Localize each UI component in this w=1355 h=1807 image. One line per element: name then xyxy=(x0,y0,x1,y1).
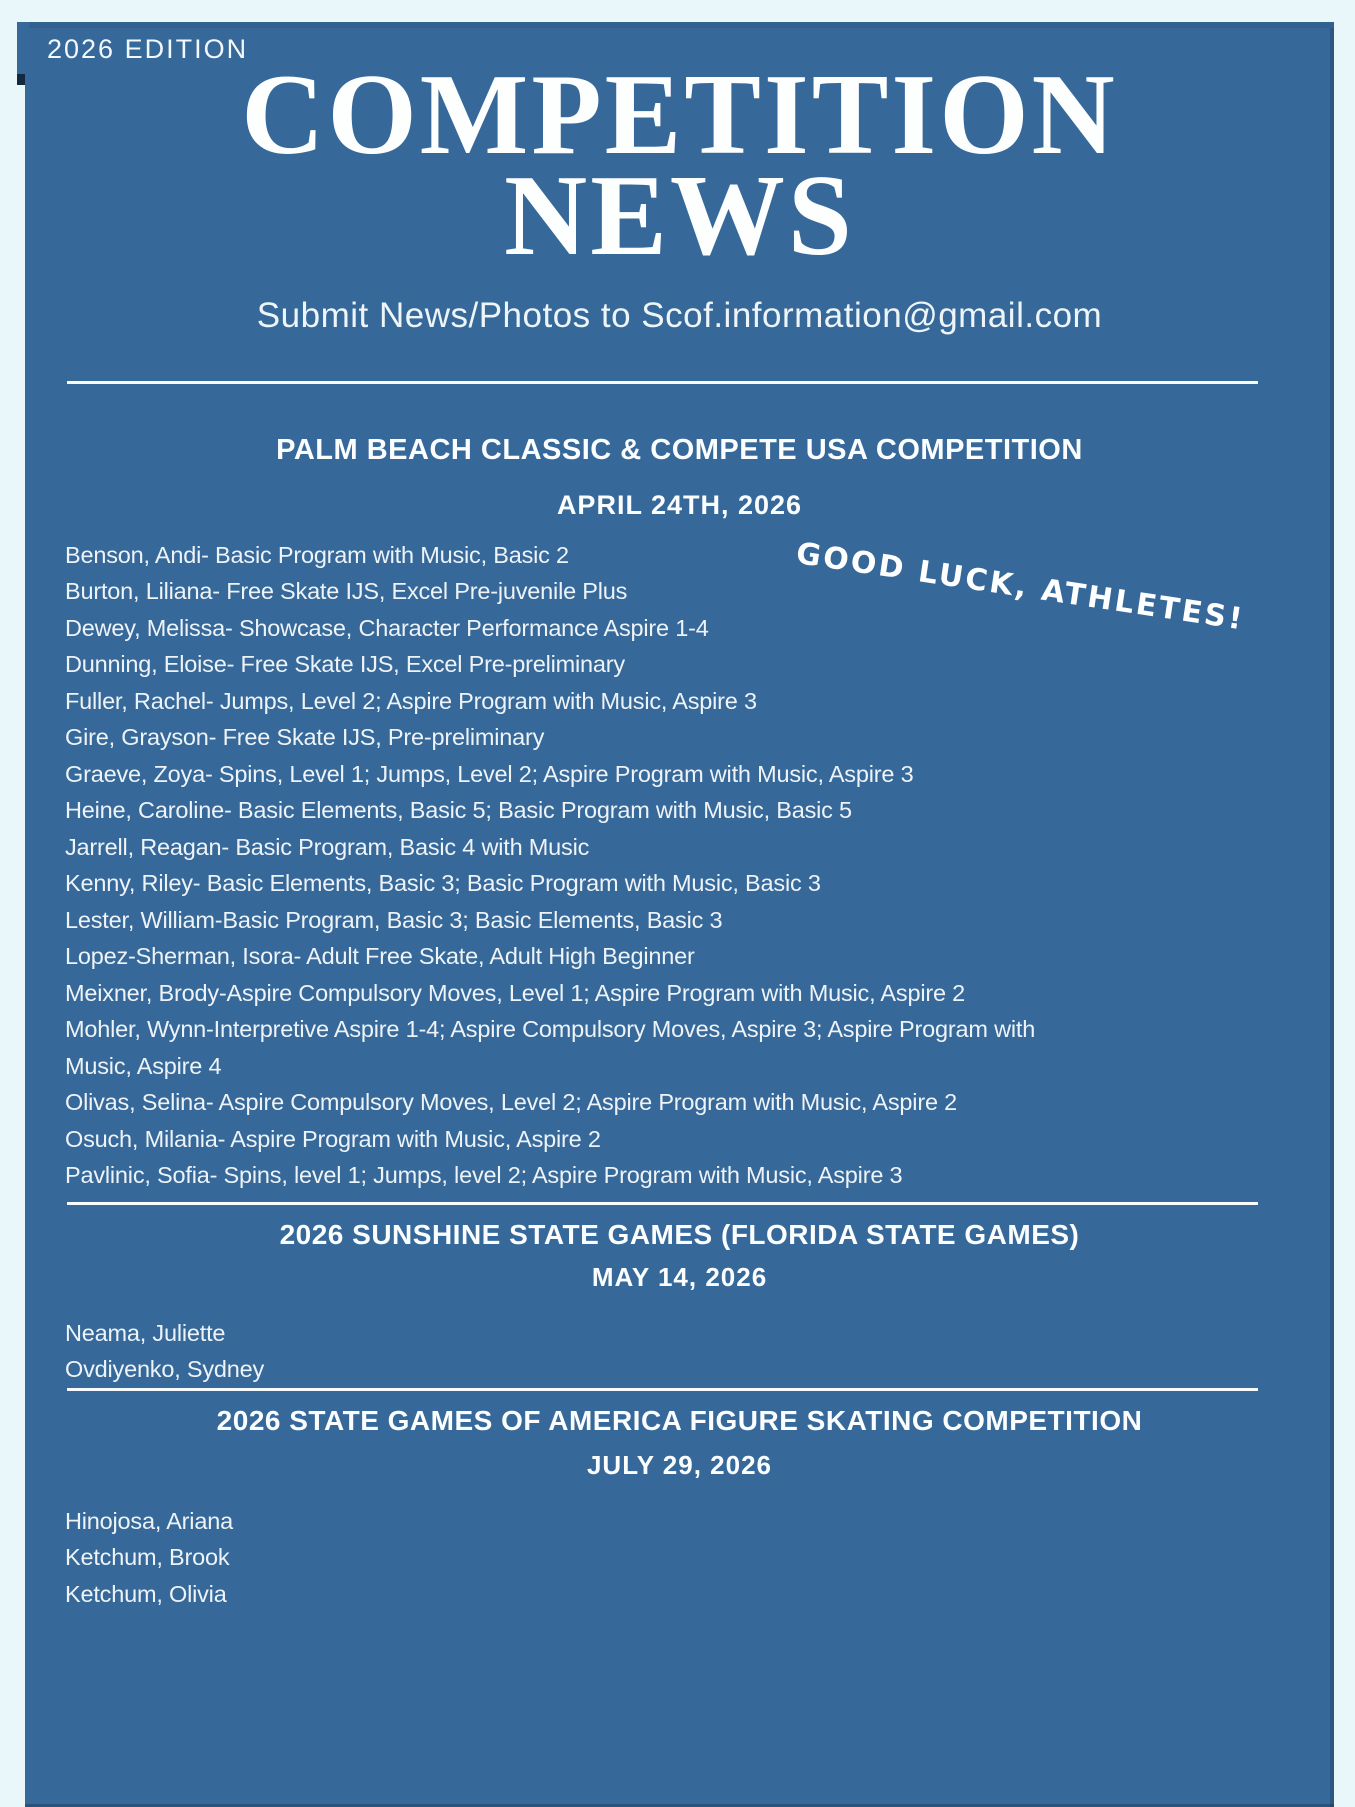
submission-instructions: Submit News/Photos to Scof.information@gmail.com xyxy=(256,296,1103,336)
section-divider xyxy=(67,381,1258,384)
ribbon-tab xyxy=(17,22,29,74)
section-date: APRIL 24TH, 2026 xyxy=(556,489,803,520)
title-line-2: NEWS xyxy=(504,152,855,280)
athlete-entry: Meixner, Brody-Aspire Compulsory Moves, Level 1; Aspire Program with Music, Aspire 2 xyxy=(65,979,966,1006)
athlete-entry: Ketchum, Brook xyxy=(65,1544,230,1571)
athlete-entry: Benson, Andi- Basic Program with Music, Basic 2 xyxy=(65,541,569,568)
good-luck-note: GOOD LUCK, ATHLETES! xyxy=(793,536,1247,638)
athlete-entry: Lester, William-Basic Program, Basic 3; Basic Elements, Basic 3 xyxy=(65,906,723,933)
athlete-entry: Dunning, Eloise- Free Skate IJS, Excel Pre-preliminary xyxy=(65,651,625,678)
section-sunshine-state-games xyxy=(25,1219,1334,1388)
ribbon-fold xyxy=(17,74,25,85)
athlete-entry: Fuller, Rachel- Jumps, Level 2; Aspire Program with Music, Aspire 3 xyxy=(65,687,757,714)
athlete-entry-list xyxy=(25,1315,1334,1388)
section-title: PALM BEACH CLASSIC & COMPETE USA COMPETITION xyxy=(276,434,1083,467)
athlete-entry: Burton, Liliana- Free Skate IJS, Excel Pre-juvenile Plus xyxy=(65,578,628,605)
athlete-entry: Jarrell, Reagan- Basic Program, Basic 4 with Music xyxy=(65,833,590,860)
athlete-entry: Kenny, Riley- Basic Elements, Basic 3; Basic Program with Music, Basic 3 xyxy=(65,870,821,897)
masthead xyxy=(25,51,1334,336)
athlete-entry: Ketchum, Olivia xyxy=(65,1580,227,1607)
section-title: 2026 STATE GAMES OF AMERICA FIGURE SKATING COMPETITION xyxy=(216,1404,1143,1436)
section-palm-beach xyxy=(25,434,1334,1193)
athlete-entry: Dewey, Melissa- Showcase, Character Performance Aspire 1-4 xyxy=(65,614,709,641)
title-line-1: COMPETITION xyxy=(241,51,1118,178)
athlete-entry-list xyxy=(25,1503,1334,1613)
athlete-entry: Lopez-Sherman, Isora- Adult Free Skate, Adult High Beginner xyxy=(65,943,695,970)
newsletter-page xyxy=(25,22,1334,1807)
athlete-entry: Mohler, Wynn-Interpretive Aspire 1-4; Aspire Compulsory Moves, Aspire 3; Aspire Program with Music, Aspire 4 xyxy=(65,1016,1036,1079)
athlete-entry: Ovdiyenko, Sydney xyxy=(65,1356,265,1383)
athlete-entry: Heine, Caroline- Basic Elements, Basic 5; Basic Program with Music, Basic 5 xyxy=(65,797,852,824)
athlete-entry: Graeve, Zoya- Spins, Level 1; Jumps, Level 2; Aspire Program with Music, Aspire 3 xyxy=(65,760,914,787)
newsletter-title xyxy=(25,51,1334,280)
section-divider xyxy=(67,1202,1258,1205)
section-date: JULY 29, 2026 xyxy=(586,1450,773,1481)
section-date: MAY 14, 2026 xyxy=(591,1261,768,1292)
section-state-games-of-america xyxy=(25,1405,1334,1613)
section-divider xyxy=(67,1388,1258,1391)
edition-label: 2026 EDITION xyxy=(47,34,249,64)
section-title: 2026 SUNSHINE STATE GAMES (FLORIDA STATE GAMES) xyxy=(279,1218,1080,1250)
athlete-entry: Neama, Juliette xyxy=(65,1319,226,1346)
athlete-entry: Olivas, Selina- Aspire Compulsory Moves, Level 2; Aspire Program with Music, Aspire 2 xyxy=(65,1089,958,1116)
athlete-entry: Hinojosa, Ariana xyxy=(65,1507,233,1534)
athlete-entry: Gire, Grayson- Free Skate IJS, Pre-preliminary xyxy=(65,724,545,751)
athlete-entry: Pavlinic, Sofia- Spins, level 1; Jumps, level 2; Aspire Program with Music, Aspire 3 xyxy=(65,1162,903,1189)
athlete-entry: Osuch, Milania- Aspire Program with Music, Aspire 2 xyxy=(65,1125,601,1152)
athlete-entry-list xyxy=(25,537,1334,1194)
